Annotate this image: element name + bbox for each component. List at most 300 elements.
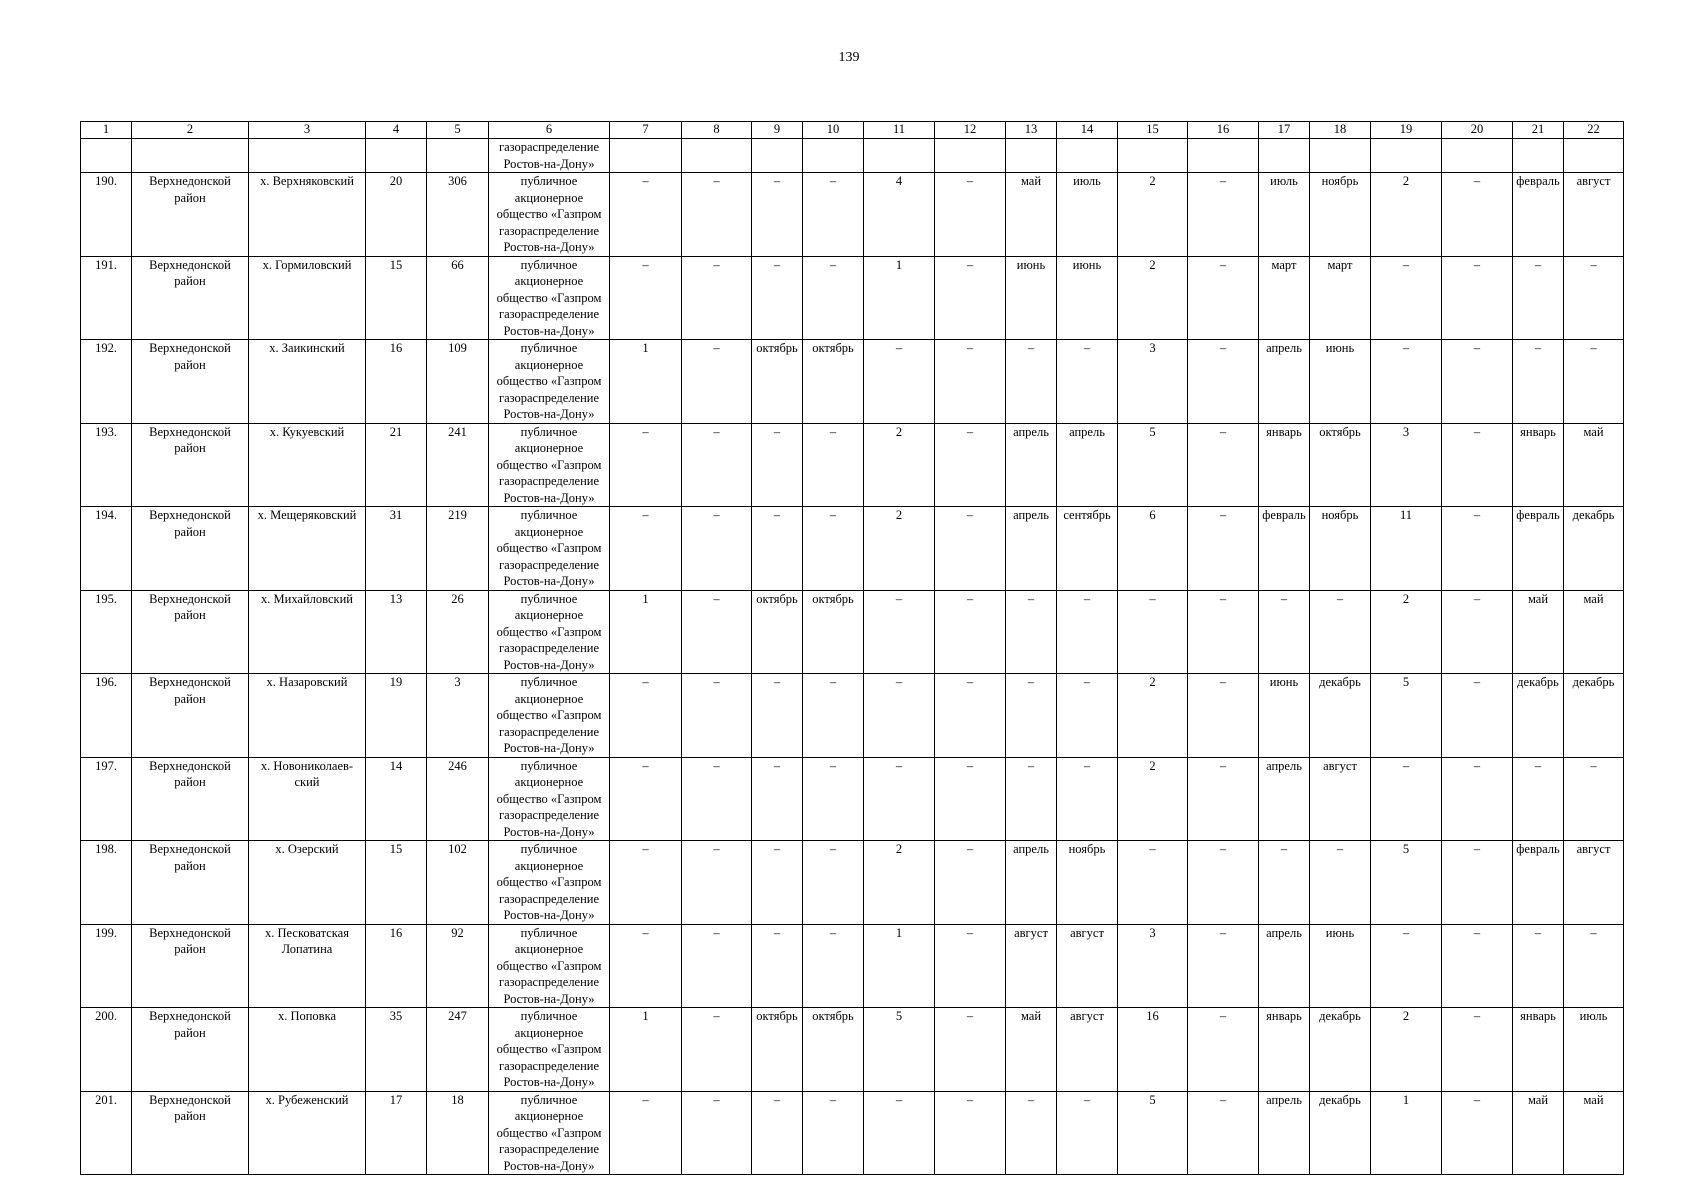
cell-c10: –: [803, 1091, 864, 1175]
cell: [366, 139, 427, 173]
cell-c12: –: [935, 1091, 1006, 1175]
table-row: [81, 507, 1624, 591]
cell-place: х. Гормиловский: [249, 256, 366, 340]
cell-c13: май: [1006, 1008, 1057, 1092]
cell-district: Верхнедонской район: [132, 841, 249, 925]
cell-c13: –: [1006, 1091, 1057, 1175]
cell-c19: –: [1371, 924, 1442, 1008]
cell-place: х. Озерский: [249, 841, 366, 925]
cell-c13: апрель: [1006, 841, 1057, 925]
cell-c4: 15: [366, 841, 427, 925]
cell-c9: октябрь: [752, 590, 803, 674]
cell-organization: публичное акционерное общество «Газпром газораспределение Ростов-на-Дону»: [489, 423, 610, 507]
table-row: [81, 1091, 1624, 1175]
cell-c10: –: [803, 423, 864, 507]
cell-c12: –: [935, 256, 1006, 340]
cell-c8: –: [682, 590, 752, 674]
cell-organization: публичное акционерное общество «Газпром газораспределение Ростов-на-Дону»: [489, 173, 610, 257]
cell-c4: 31: [366, 507, 427, 591]
cell-c15: 3: [1118, 924, 1188, 1008]
cell-c7: 1: [610, 340, 682, 424]
cell-c19: 5: [1371, 841, 1442, 925]
cell-c7: –: [610, 757, 682, 841]
cell-c20: –: [1442, 1008, 1513, 1092]
cell-c9: –: [752, 924, 803, 1008]
cell-c14: август: [1057, 924, 1118, 1008]
cell-c13: –: [1006, 340, 1057, 424]
cell-c12: –: [935, 924, 1006, 1008]
cell: [1006, 139, 1057, 173]
cell-district: Верхнедонской район: [132, 173, 249, 257]
cell-c13: май: [1006, 173, 1057, 257]
cell-c21: –: [1513, 340, 1564, 424]
cell: [132, 139, 249, 173]
cell: [682, 139, 752, 173]
cell-c4: 15: [366, 256, 427, 340]
cell-c22: –: [1564, 757, 1624, 841]
cell-c5: 306: [427, 173, 489, 257]
cell-c13: –: [1006, 757, 1057, 841]
cell-c17: март: [1259, 256, 1310, 340]
cell-n: 198.: [81, 841, 132, 925]
cell-n: 193.: [81, 423, 132, 507]
cell-c12: –: [935, 841, 1006, 925]
cell-c17: апрель: [1259, 757, 1310, 841]
column-header-16: 16: [1188, 122, 1259, 139]
cell-c8: –: [682, 340, 752, 424]
cell-c20: –: [1442, 1091, 1513, 1175]
cell-c14: сентябрь: [1057, 507, 1118, 591]
cell-c18: март: [1310, 256, 1371, 340]
cell-c11: 5: [864, 1008, 935, 1092]
cell-c7: –: [610, 674, 682, 758]
cell-c16: –: [1188, 757, 1259, 841]
cell-c5: 26: [427, 590, 489, 674]
cell-c17: февраль: [1259, 507, 1310, 591]
cell-c11: –: [864, 674, 935, 758]
cell-place: х. Рубеженский: [249, 1091, 366, 1175]
cell-c22: –: [1564, 256, 1624, 340]
column-header-7: 7: [610, 122, 682, 139]
cell-c21: –: [1513, 256, 1564, 340]
cell: [427, 139, 489, 173]
cell-c8: –: [682, 841, 752, 925]
cell-c5: 102: [427, 841, 489, 925]
continuation-row: [81, 139, 1624, 173]
cell: [1188, 139, 1259, 173]
cell-c14: –: [1057, 674, 1118, 758]
column-header-15: 15: [1118, 122, 1188, 139]
cell-c5: 66: [427, 256, 489, 340]
column-number-row: [81, 122, 1624, 139]
cell-district: Верхнедонской район: [132, 423, 249, 507]
cell-c9: –: [752, 423, 803, 507]
cell-n: 195.: [81, 590, 132, 674]
table-row: [81, 423, 1624, 507]
cell-c4: 17: [366, 1091, 427, 1175]
cell-c18: декабрь: [1310, 1008, 1371, 1092]
cell-c17: апрель: [1259, 340, 1310, 424]
column-header-10: 10: [803, 122, 864, 139]
cell-c15: 2: [1118, 674, 1188, 758]
cell-c7: –: [610, 507, 682, 591]
cell-c16: –: [1188, 1091, 1259, 1175]
cell-c5: 92: [427, 924, 489, 1008]
cell-c14: –: [1057, 590, 1118, 674]
cell-c9: –: [752, 256, 803, 340]
cell-c19: 1: [1371, 1091, 1442, 1175]
cell-c15: 2: [1118, 256, 1188, 340]
cell-organization: публичное акционерное общество «Газпром газораспределение Ростов-на-Дону»: [489, 674, 610, 758]
cell-c4: 20: [366, 173, 427, 257]
cell-org-continuation: газораспределение Ростов-на-Дону»: [489, 139, 610, 173]
cell-c16: –: [1188, 256, 1259, 340]
cell-c14: апрель: [1057, 423, 1118, 507]
cell-place: х. Поповка: [249, 1008, 366, 1092]
column-header-4: 4: [366, 122, 427, 139]
cell-c22: июль: [1564, 1008, 1624, 1092]
cell-c17: –: [1259, 590, 1310, 674]
cell-c18: октябрь: [1310, 423, 1371, 507]
cell-c7: 1: [610, 1008, 682, 1092]
cell: [752, 139, 803, 173]
cell-c7: –: [610, 173, 682, 257]
cell-c5: 109: [427, 340, 489, 424]
cell-c14: август: [1057, 1008, 1118, 1092]
cell-c22: декабрь: [1564, 674, 1624, 758]
cell-n: 199.: [81, 924, 132, 1008]
page-number: 139: [838, 50, 860, 65]
cell-place: х. Мещеряковский: [249, 507, 366, 591]
cell-c20: –: [1442, 340, 1513, 424]
cell-c19: 11: [1371, 507, 1442, 591]
cell-c9: октябрь: [752, 1008, 803, 1092]
cell-c13: –: [1006, 590, 1057, 674]
cell-c13: –: [1006, 674, 1057, 758]
cell-c7: –: [610, 841, 682, 925]
cell-c12: –: [935, 340, 1006, 424]
cell: [249, 139, 366, 173]
cell-c20: –: [1442, 507, 1513, 591]
cell-c14: –: [1057, 757, 1118, 841]
table-row: [81, 590, 1624, 674]
cell-c8: –: [682, 924, 752, 1008]
cell-district: Верхнедонской район: [132, 674, 249, 758]
column-header-18: 18: [1310, 122, 1371, 139]
cell-c22: май: [1564, 590, 1624, 674]
cell-c17: июль: [1259, 173, 1310, 257]
cell: [1310, 139, 1371, 173]
cell-c13: апрель: [1006, 507, 1057, 591]
cell-c20: –: [1442, 841, 1513, 925]
cell-c16: –: [1188, 924, 1259, 1008]
cell: [610, 139, 682, 173]
cell-c22: май: [1564, 423, 1624, 507]
column-header-21: 21: [1513, 122, 1564, 139]
cell-organization: публичное акционерное общество «Газпром газораспределение Ростов-на-Дону»: [489, 841, 610, 925]
cell-c10: –: [803, 757, 864, 841]
cell-c21: февраль: [1513, 841, 1564, 925]
cell-c12: –: [935, 590, 1006, 674]
column-header-5: 5: [427, 122, 489, 139]
cell-c4: 13: [366, 590, 427, 674]
cell: [1564, 139, 1624, 173]
column-header-12: 12: [935, 122, 1006, 139]
cell-n: 194.: [81, 507, 132, 591]
cell-c8: –: [682, 173, 752, 257]
table-row: [81, 173, 1624, 257]
cell: [1371, 139, 1442, 173]
cell-c20: –: [1442, 674, 1513, 758]
cell-c17: январь: [1259, 1008, 1310, 1092]
cell-organization: публичное акционерное общество «Газпром газораспределение Ростов-на-Дону»: [489, 757, 610, 841]
cell-c11: 1: [864, 924, 935, 1008]
column-header-6: 6: [489, 122, 610, 139]
cell: [803, 139, 864, 173]
column-header-20: 20: [1442, 122, 1513, 139]
cell-c4: 16: [366, 340, 427, 424]
cell-c11: 2: [864, 507, 935, 591]
cell-c7: 1: [610, 590, 682, 674]
cell-c7: –: [610, 924, 682, 1008]
cell-c13: апрель: [1006, 423, 1057, 507]
cell-c20: –: [1442, 924, 1513, 1008]
cell-organization: публичное акционерное общество «Газпром газораспределение Ростов-на-Дону»: [489, 1008, 610, 1092]
cell-c20: –: [1442, 173, 1513, 257]
cell-c16: –: [1188, 423, 1259, 507]
cell-district: Верхнедонской район: [132, 757, 249, 841]
cell-c12: –: [935, 674, 1006, 758]
cell-c11: 2: [864, 423, 935, 507]
cell-organization: публичное акционерное общество «Газпром газораспределение Ростов-на-Дону»: [489, 924, 610, 1008]
cell-c19: –: [1371, 340, 1442, 424]
cell-organization: публичное акционерное общество «Газпром газораспределение Ростов-на-Дону»: [489, 340, 610, 424]
cell-c15: 2: [1118, 757, 1188, 841]
cell-c16: –: [1188, 841, 1259, 925]
cell: [864, 139, 935, 173]
cell-n: 190.: [81, 173, 132, 257]
cell-c14: –: [1057, 340, 1118, 424]
cell-c15: –: [1118, 590, 1188, 674]
cell-c9: октябрь: [752, 340, 803, 424]
column-header-3: 3: [249, 122, 366, 139]
cell-place: х. Михайловский: [249, 590, 366, 674]
cell-c21: декабрь: [1513, 674, 1564, 758]
column-header-19: 19: [1371, 122, 1442, 139]
cell-c11: –: [864, 590, 935, 674]
cell-c21: –: [1513, 924, 1564, 1008]
cell-c12: –: [935, 423, 1006, 507]
cell-place: х. Новониколаев- ский: [249, 757, 366, 841]
cell-n: 196.: [81, 674, 132, 758]
cell-c7: –: [610, 423, 682, 507]
cell-district: Верхнедонской район: [132, 1008, 249, 1092]
column-header-22: 22: [1564, 122, 1624, 139]
cell-c10: –: [803, 507, 864, 591]
cell-c15: 2: [1118, 173, 1188, 257]
cell-organization: публичное акционерное общество «Газпром газораспределение Ростов-на-Дону»: [489, 507, 610, 591]
cell-district: Верхнедонской район: [132, 924, 249, 1008]
table-row: [81, 1008, 1624, 1092]
cell-c18: июнь: [1310, 924, 1371, 1008]
cell-place: х. Заикинский: [249, 340, 366, 424]
cell-c11: –: [864, 1091, 935, 1175]
cell: [935, 139, 1006, 173]
cell-c16: –: [1188, 507, 1259, 591]
column-header-11: 11: [864, 122, 935, 139]
data-table: [80, 121, 1624, 1175]
cell-c10: октябрь: [803, 340, 864, 424]
cell-c5: 219: [427, 507, 489, 591]
cell-c11: –: [864, 340, 935, 424]
cell-c8: –: [682, 1091, 752, 1175]
cell-c19: –: [1371, 757, 1442, 841]
cell-c9: –: [752, 1091, 803, 1175]
cell-c9: –: [752, 173, 803, 257]
table-row: [81, 924, 1624, 1008]
cell-c22: декабрь: [1564, 507, 1624, 591]
cell-c10: октябрь: [803, 1008, 864, 1092]
cell-c18: ноябрь: [1310, 507, 1371, 591]
cell-c16: –: [1188, 1008, 1259, 1092]
cell-c15: 5: [1118, 423, 1188, 507]
cell-district: Верхнедонской район: [132, 256, 249, 340]
cell-c18: ноябрь: [1310, 173, 1371, 257]
cell-district: Верхнедонской район: [132, 590, 249, 674]
cell-c21: февраль: [1513, 173, 1564, 257]
cell-c15: 3: [1118, 340, 1188, 424]
column-header-8: 8: [682, 122, 752, 139]
cell-c18: июнь: [1310, 340, 1371, 424]
cell-district: Верхнедонской район: [132, 1091, 249, 1175]
cell-c13: июнь: [1006, 256, 1057, 340]
cell: [1118, 139, 1188, 173]
cell-c19: 2: [1371, 1008, 1442, 1092]
cell-c4: 35: [366, 1008, 427, 1092]
cell-c5: 246: [427, 757, 489, 841]
cell-c22: –: [1564, 340, 1624, 424]
table-row: [81, 340, 1624, 424]
cell-c11: 1: [864, 256, 935, 340]
cell-c21: февраль: [1513, 507, 1564, 591]
cell-c4: 21: [366, 423, 427, 507]
cell-c4: 16: [366, 924, 427, 1008]
cell-c8: –: [682, 256, 752, 340]
cell: [1057, 139, 1118, 173]
cell-c21: январь: [1513, 423, 1564, 507]
cell-c22: август: [1564, 841, 1624, 925]
column-header-13: 13: [1006, 122, 1057, 139]
cell-c21: май: [1513, 1091, 1564, 1175]
cell-c4: 14: [366, 757, 427, 841]
cell-c17: –: [1259, 841, 1310, 925]
cell-c7: –: [610, 256, 682, 340]
cell-c4: 19: [366, 674, 427, 758]
cell-c15: 16: [1118, 1008, 1188, 1092]
cell-c12: –: [935, 173, 1006, 257]
cell-c9: –: [752, 674, 803, 758]
column-header-2: 2: [132, 122, 249, 139]
cell-c16: –: [1188, 173, 1259, 257]
cell-n: 201.: [81, 1091, 132, 1175]
cell-c19: 2: [1371, 590, 1442, 674]
cell-c14: июль: [1057, 173, 1118, 257]
cell-place: х. Верхняковский: [249, 173, 366, 257]
cell-c8: –: [682, 507, 752, 591]
cell-c19: –: [1371, 256, 1442, 340]
cell-c18: –: [1310, 590, 1371, 674]
cell-c18: декабрь: [1310, 674, 1371, 758]
cell-organization: публичное акционерное общество «Газпром газораспределение Ростов-на-Дону»: [489, 590, 610, 674]
cell-c18: декабрь: [1310, 1091, 1371, 1175]
cell-c8: –: [682, 757, 752, 841]
cell-c22: –: [1564, 924, 1624, 1008]
cell-c20: –: [1442, 423, 1513, 507]
cell-c11: –: [864, 757, 935, 841]
cell: [1442, 139, 1513, 173]
cell-organization: публичное акционерное общество «Газпром газораспределение Ростов-на-Дону»: [489, 256, 610, 340]
cell-c5: 18: [427, 1091, 489, 1175]
cell-c8: –: [682, 423, 752, 507]
cell-n: 197.: [81, 757, 132, 841]
column-header-9: 9: [752, 122, 803, 139]
cell-c8: –: [682, 1008, 752, 1092]
cell-c20: –: [1442, 256, 1513, 340]
cell-c14: июнь: [1057, 256, 1118, 340]
cell-c18: август: [1310, 757, 1371, 841]
cell-c21: –: [1513, 757, 1564, 841]
table-row: [81, 757, 1624, 841]
cell: [1259, 139, 1310, 173]
column-header-14: 14: [1057, 122, 1118, 139]
cell: [1513, 139, 1564, 173]
table-row: [81, 841, 1624, 925]
cell: [81, 139, 132, 173]
cell-district: Верхнедонской район: [132, 340, 249, 424]
cell-c13: август: [1006, 924, 1057, 1008]
cell-c9: –: [752, 841, 803, 925]
cell-c7: –: [610, 1091, 682, 1175]
cell-c15: 6: [1118, 507, 1188, 591]
cell-c15: –: [1118, 841, 1188, 925]
cell-place: х. Кукуевский: [249, 423, 366, 507]
cell-c12: –: [935, 1008, 1006, 1092]
cell-c10: –: [803, 841, 864, 925]
cell-c9: –: [752, 757, 803, 841]
column-header-1: 1: [81, 122, 132, 139]
cell-c19: 3: [1371, 423, 1442, 507]
cell-c12: –: [935, 507, 1006, 591]
cell-c17: апрель: [1259, 1091, 1310, 1175]
cell-c21: май: [1513, 590, 1564, 674]
cell-c16: –: [1188, 674, 1259, 758]
cell-c11: 2: [864, 841, 935, 925]
cell-c20: –: [1442, 757, 1513, 841]
cell-c14: ноябрь: [1057, 841, 1118, 925]
cell-c5: 3: [427, 674, 489, 758]
column-header-17: 17: [1259, 122, 1310, 139]
cell-organization: публичное акционерное общество «Газпром газораспределение Ростов-на-Дону»: [489, 1091, 610, 1175]
cell-c10: –: [803, 924, 864, 1008]
cell-c17: апрель: [1259, 924, 1310, 1008]
cell-c17: июнь: [1259, 674, 1310, 758]
cell-n: 191.: [81, 256, 132, 340]
cell-place: х. Песковатская Лопатина: [249, 924, 366, 1008]
cell-c9: –: [752, 507, 803, 591]
cell-c5: 241: [427, 423, 489, 507]
table-row: [81, 256, 1624, 340]
cell-c19: 2: [1371, 173, 1442, 257]
